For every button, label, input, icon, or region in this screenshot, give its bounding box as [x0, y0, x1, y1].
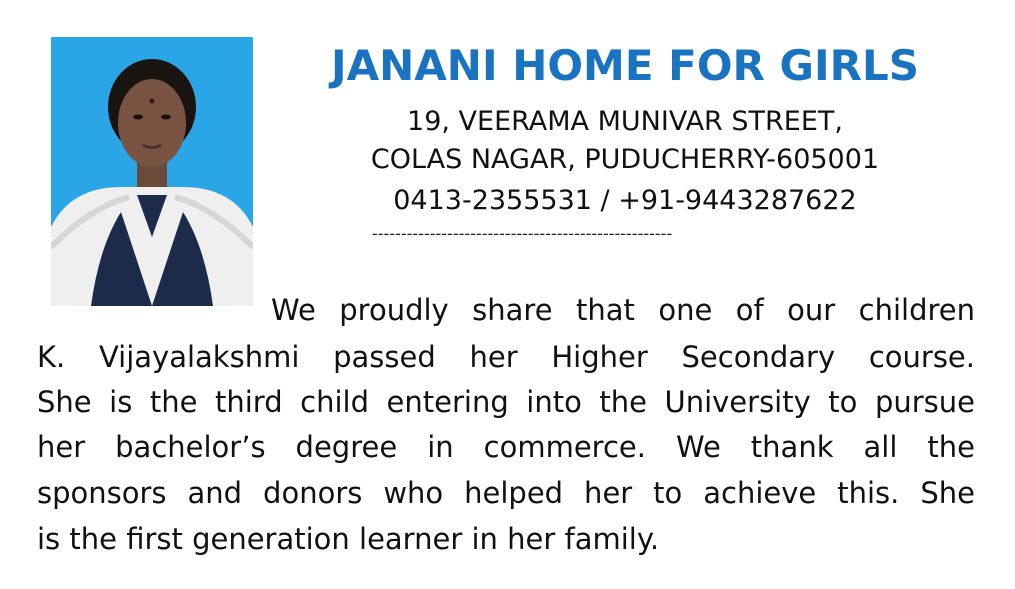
- address-line-2: COLAS NAGAR, PUDUCHERRY-605001: [370, 144, 880, 175]
- student-photo: [51, 37, 253, 306]
- body-line-5: sponsors and donors who helped her to achieve this. She: [37, 476, 975, 510]
- header-divider: ----------------------------------------------------: [372, 224, 673, 243]
- address-line-1: 19, VEERAMA MUNIVAR STREET,: [407, 106, 843, 137]
- body-line-3: She is the third child entering into the University to pursue: [37, 385, 975, 419]
- body-line-6: is the first generation learner in her family.: [37, 522, 660, 556]
- phone-line: 0413-2355531 / +91-9443287622: [393, 185, 857, 216]
- page-title: JANANI HOME FOR GIRLS: [331, 41, 919, 90]
- body-line-1: We proudly share that one of our children: [271, 293, 975, 327]
- student-portrait-icon: [51, 37, 253, 306]
- body-line-4: her bachelor’s degree in commerce. We thank all the: [37, 430, 975, 464]
- body-line-2: K. Vijayalakshmi passed her Higher Secondary course.: [37, 340, 975, 374]
